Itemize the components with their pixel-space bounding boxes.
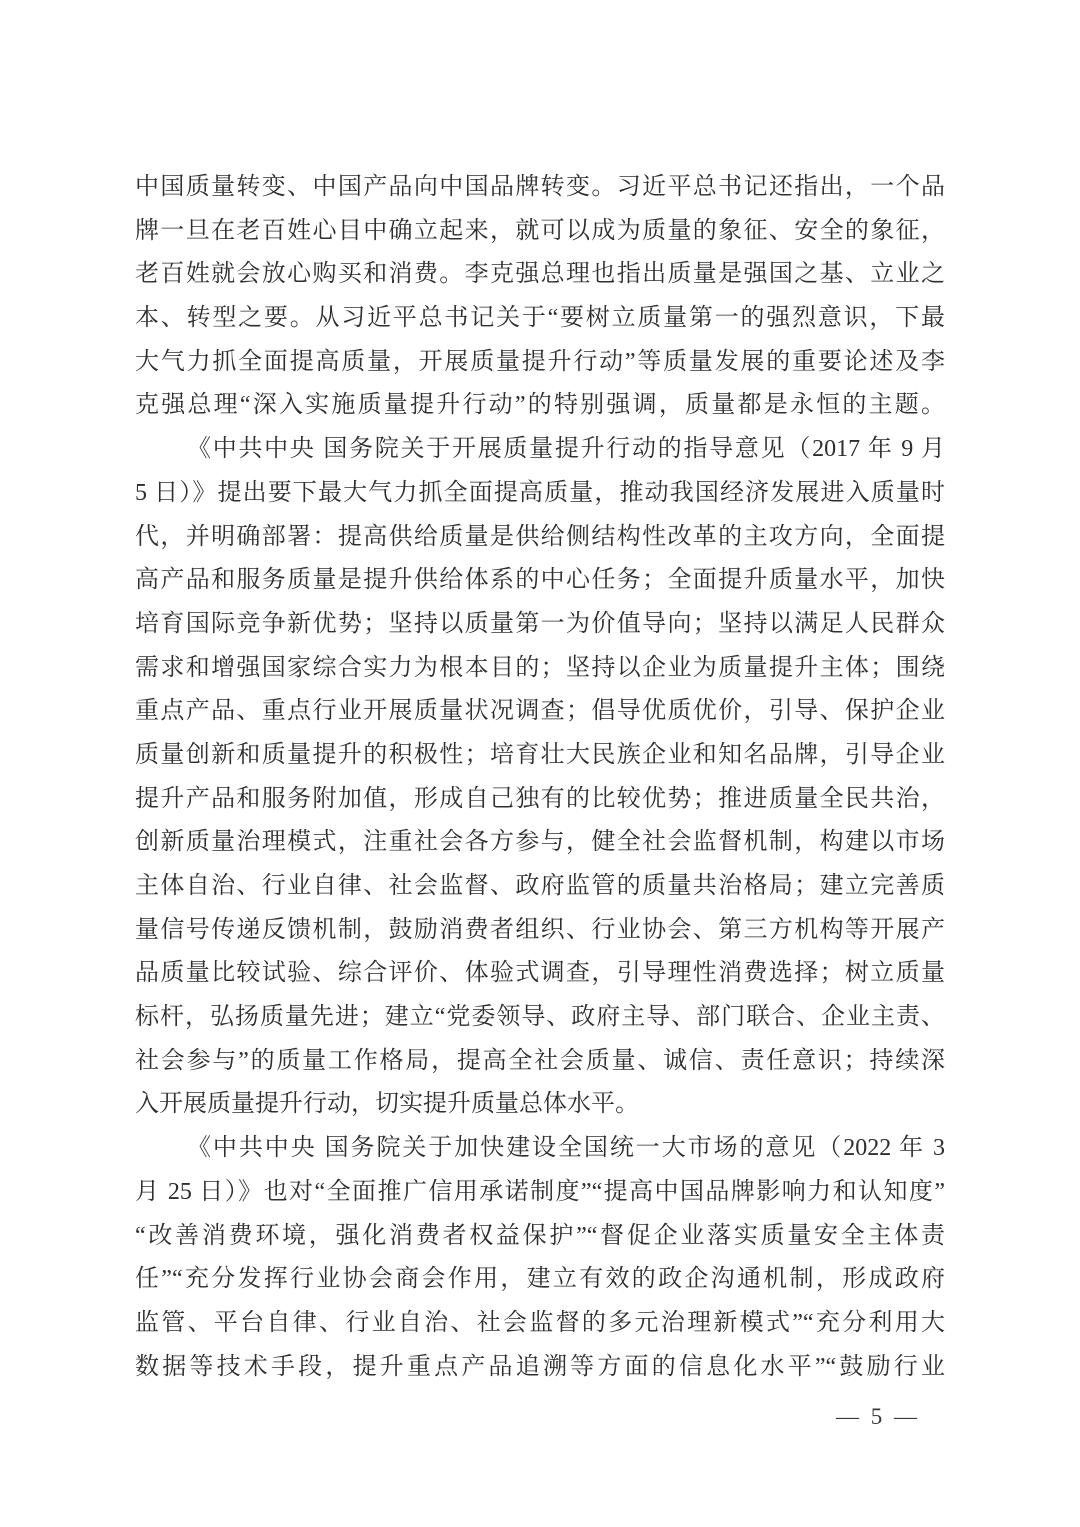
document-text [135, 166, 945, 1389]
page-number: — 5 — [836, 1404, 920, 1429]
text-line: 老百姓就会放心购买和消费。李克强总理也指出质量是强国之基、立业之 [135, 261, 945, 288]
text-line: 中国质量转变、中国产品向中国品牌转变。习近平总书记还指出，一个品 [135, 174, 945, 200]
text-line: 标杆，弘扬质量先进；建立“党委领导、政府主导、部门联合、企业主责、 [135, 1004, 945, 1031]
text-line: 高产品和服务质量是提升供给体系的中心任务；全面提升质量水平，加快 [135, 567, 945, 594]
text-line: 克强总理“深入实施质量提升行动”的特别强调，质量都是永恒的主题。 [135, 392, 945, 419]
text-line: 提升产品和服务附加值，形成自己独有的比较优势；推进质量全民共治， [135, 785, 945, 812]
text-line: 入开展质量提升行动，切实提升质量总体水平。 [135, 1091, 639, 1118]
paragraph [135, 428, 945, 1127]
text-line: 需求和增强国家综合实力为根本目的；坚持以企业为质量提升主体；围绕 [135, 654, 945, 681]
text-line: 社会参与”的质量工作格局，提高全社会质量、诚信、责任意识；持续深 [135, 1047, 945, 1074]
text-line: 数据等技术手段，提升重点产品追溯等方面的信息化水平”“鼓励行业 [135, 1353, 945, 1380]
text-line: 培育国际竞争新优势；坚持以质量第一为价值导向；坚持以满足人民群众 [135, 610, 945, 637]
text-line: 月 25 日）》也对“全面推广信用承诺制度”“提高中国品牌影响力和认知度” [135, 1178, 945, 1205]
text-line: 牌一旦在老百姓心目中确立起来，就可以成为质量的象征、安全的象征， [135, 217, 945, 244]
text-line: 本、转型之要。从习近平总书记关于“要树立质量第一的强烈意识，下最 [135, 305, 945, 332]
paragraph [135, 166, 945, 428]
text-line: 代，并明确部署：提高供给质量是供给侧结构性改革的主攻方向，全面提 [135, 523, 945, 550]
text-line: “改善消费环境，强化消费者权益保护”“督促企业落实质量安全主体责 [135, 1222, 945, 1249]
text-line: 质量创新和质量提升的积极性；培育壮大民族企业和知名品牌，引导企业 [135, 741, 945, 768]
text-line: 大气力抓全面提高质量，开展质量提升行动”等质量发展的重要论述及李 [135, 348, 945, 375]
text-line: 《中共中央 国务院关于开展质量提升行动的指导意见（2017 年 9 月 [187, 436, 945, 463]
text-line: 重点产品、重点行业开展质量状况调查；倡导优质优价，引导、保护企业 [135, 698, 945, 725]
text-line: 监管、平台自律、行业自治、社会监督的多元治理新模式”“充分利用大 [135, 1309, 945, 1336]
text-line: 任”“充分发挥行业协会商会作用，建立有效的政企沟通机制，形成政府 [135, 1266, 945, 1293]
text-line: 主体自治、行业自律、社会监督、政府监管的质量共治格局；建立完善质 [135, 873, 945, 899]
paragraph [135, 1127, 945, 1389]
text-line: 5 日）》提出要下最大气力抓全面提高质量，推动我国经济发展进入质量时 [135, 479, 945, 506]
text-line: 《中共中央 国务院关于加快建设全国统一大市场的意见（2022 年 3 [187, 1135, 945, 1162]
text-line: 创新质量治理模式，注重社会各方参与，健全社会监督机制，构建以市场 [135, 829, 945, 856]
text-line: 量信号传递反馈机制，鼓励消费者组织、行业协会、第三方机构等开展产 [135, 916, 945, 943]
text-line: 品质量比较试验、综合评价、体验式调查，引导理性消费选择；树立质量 [135, 960, 945, 987]
